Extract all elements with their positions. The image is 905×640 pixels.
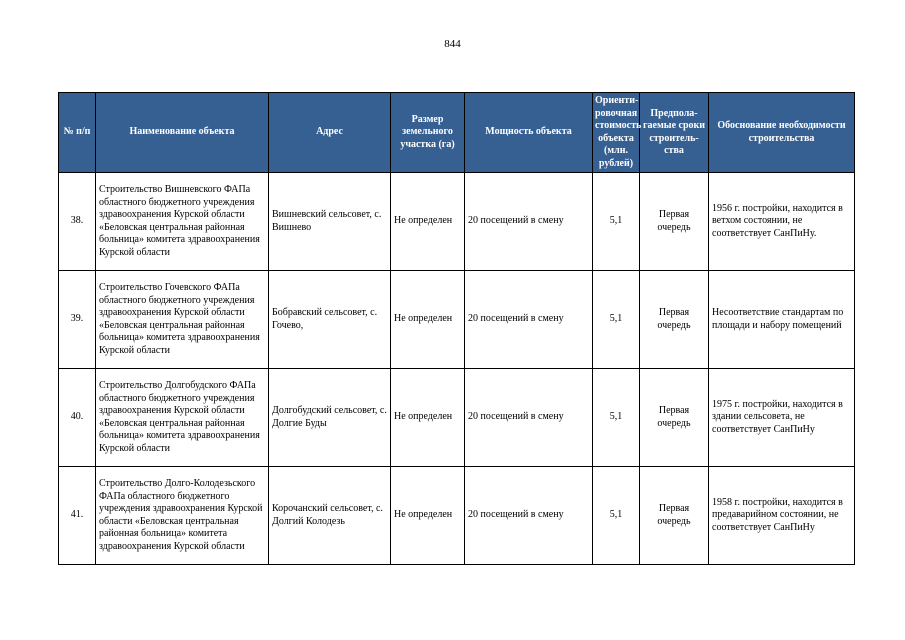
row-capacity: 20 посещений в смену xyxy=(465,467,593,565)
row-object-name: Строительство Гочевского ФАПа областного бюджетного учреждения здравоохранения Курской области «Беловская центральная районная больница» комитета здравоохранения Курской области xyxy=(96,271,269,369)
row-object-name: Строительство Долгобудского ФАПа областного бюджетного учреждения здравоохранения Курской области «Беловская центральная районная больница» комитета здравоохранения Курской области xyxy=(96,369,269,467)
table-row xyxy=(59,271,855,369)
header-cost: Ориенти-ровочная стоимость объекта (млн. рублей) xyxy=(593,93,640,173)
table-row xyxy=(59,173,855,271)
row-address: Вишневский сельсовет, с. Вишнево xyxy=(269,173,391,271)
row-land-size: Не определен xyxy=(391,271,465,369)
row-cost: 5,1 xyxy=(593,271,640,369)
row-term: Первая очередь xyxy=(640,173,709,271)
header-justification: Обоснование необходимости строительства xyxy=(709,93,855,173)
header-number: № п/п xyxy=(59,93,96,173)
row-land-size: Не определен xyxy=(391,173,465,271)
row-term: Первая очередь xyxy=(640,369,709,467)
row-cost: 5,1 xyxy=(593,467,640,565)
row-capacity: 20 посещений в смену xyxy=(465,271,593,369)
row-term: Первая очередь xyxy=(640,467,709,565)
row-address: Долгобудский сельсовет, с. Долгие Буды xyxy=(269,369,391,467)
row-number: 38. xyxy=(59,173,96,271)
row-address: Корочанский сельсовет, с. Долгий Колодезь xyxy=(269,467,391,565)
table-row xyxy=(59,467,855,565)
table-row xyxy=(59,369,855,467)
header-capacity: Мощность объекта xyxy=(465,93,593,173)
header-land-size: Размер земельного участка (га) xyxy=(391,93,465,173)
header-address: Адрес xyxy=(269,93,391,173)
header-term: Предпола-гаемые сроки строитель-ства xyxy=(640,93,709,173)
row-number: 40. xyxy=(59,369,96,467)
row-object-name: Строительство Вишневского ФАПа областного бюджетного учреждения здравоохранения Курской области «Беловская центральная районная больница» комитета здравоохранения Курской области xyxy=(96,173,269,271)
row-capacity: 20 посещений в смену xyxy=(465,173,593,271)
row-number: 39. xyxy=(59,271,96,369)
row-justification: 1958 г. постройки, находится в предаварийном состоянии, не соответствует СанПиНу xyxy=(709,467,855,565)
row-term: Первая очередь xyxy=(640,271,709,369)
row-justification: 1956 г. постройки, находится в ветхом состоянии, не соответствует СанПиНу. xyxy=(709,173,855,271)
row-justification: Несоответствие стандартам по площади и набору помещений xyxy=(709,271,855,369)
row-cost: 5,1 xyxy=(593,173,640,271)
table-header-row xyxy=(59,93,855,173)
row-capacity: 20 посещений в смену xyxy=(465,369,593,467)
page-number: 844 xyxy=(444,38,461,50)
row-land-size: Не определен xyxy=(391,467,465,565)
row-cost: 5,1 xyxy=(593,369,640,467)
row-object-name: Строительство Долго-Колодезьского ФАПа областного бюджетного учреждения здравоохранения Курской области «Беловская центральная районная больница» комитета здравоохранения Курской области xyxy=(96,467,269,565)
construction-objects-table xyxy=(58,92,855,565)
row-justification: 1975 г. постройки, находится в здании сельсовета, не соответствует СанПиНу xyxy=(709,369,855,467)
row-address: Бобравский сельсовет, с. Гочево, xyxy=(269,271,391,369)
header-object-name: Наименование объекта xyxy=(96,93,269,173)
row-number: 41. xyxy=(59,467,96,565)
row-land-size: Не определен xyxy=(391,369,465,467)
